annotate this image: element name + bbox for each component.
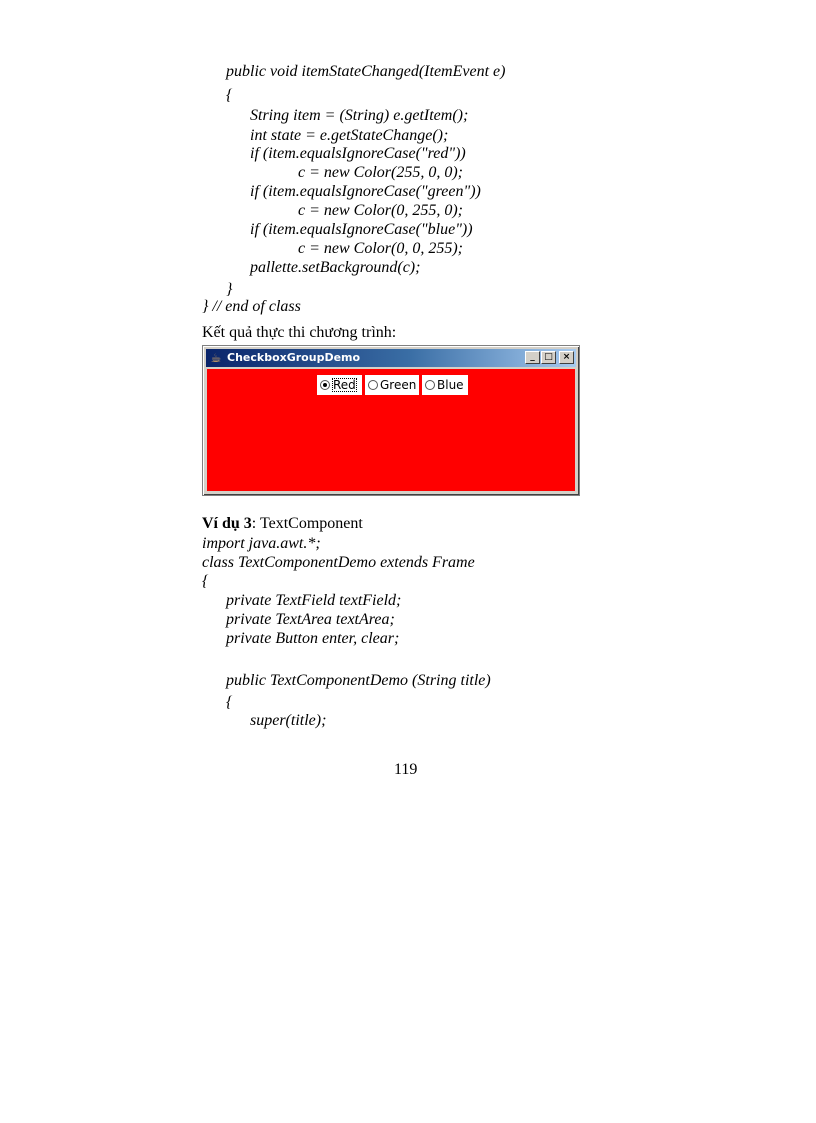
close-button[interactable]: × [559, 351, 574, 364]
code-line: } [226, 281, 233, 298]
code-line: } // end of class [202, 298, 301, 315]
color-palette-panel [207, 369, 575, 491]
example-title: : TextComponent [251, 515, 363, 532]
code-line: if (item.equalsIgnoreCase("blue")) [250, 221, 473, 238]
window-titlebar[interactable] [206, 349, 576, 367]
window-title: CheckboxGroupDemo [227, 351, 361, 364]
code-line: public void itemStateChanged(ItemEvent e) [226, 63, 506, 80]
radio-unselected-icon [368, 380, 378, 390]
code-line: private Button enter, clear; [226, 630, 400, 647]
radio-red[interactable] [317, 375, 362, 395]
code-line: { [226, 87, 233, 104]
checkbox-group-demo-window [202, 345, 580, 496]
code-line: private TextArea textArea; [226, 611, 395, 628]
radio-blue[interactable] [422, 375, 468, 395]
radio-unselected-icon [425, 380, 435, 390]
code-line: public TextComponentDemo (String title) [226, 672, 491, 689]
page-number: 119 [394, 761, 418, 778]
example-heading: Ví dụ 3 [202, 515, 252, 532]
code-line: { [202, 573, 209, 590]
example-heading-line [202, 514, 363, 533]
code-line: if (item.equalsIgnoreCase("red")) [250, 145, 466, 162]
result-caption: Kết quả thực thi chương trình: [202, 324, 397, 341]
code-line: c = new Color(255, 0, 0); [298, 164, 463, 181]
java-cup-icon: ☕ [210, 351, 222, 365]
radio-label: Blue [437, 378, 464, 392]
radio-selected-icon [320, 380, 330, 390]
code-line: String item = (String) e.getItem(); [250, 107, 469, 124]
code-line: if (item.equalsIgnoreCase("green")) [250, 183, 481, 200]
code-line: super(title); [250, 712, 327, 729]
minimize-button[interactable]: _ [525, 351, 540, 364]
code-line: import java.awt.*; [202, 535, 321, 552]
radio-label: Red [333, 378, 356, 392]
code-line: c = new Color(0, 0, 255); [298, 240, 463, 257]
code-line: private TextField textField; [226, 592, 402, 609]
maximize-button[interactable]: □ [541, 351, 556, 364]
code-line: class TextComponentDemo extends Frame [202, 554, 475, 571]
code-line: int state = e.getStateChange(); [250, 127, 449, 144]
radio-label: Green [380, 378, 417, 392]
code-line: c = new Color(0, 255, 0); [298, 202, 463, 219]
radio-green[interactable] [365, 375, 419, 395]
code-line: pallette.setBackground(c); [250, 259, 421, 276]
code-line: { [226, 694, 233, 711]
